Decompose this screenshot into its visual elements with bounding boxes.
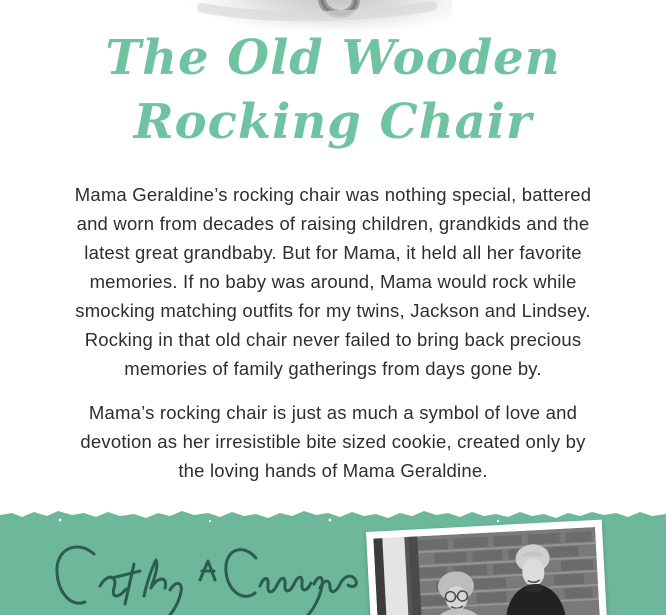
signature bbox=[48, 540, 358, 615]
story-line: the loving hands of Mama Geraldine. bbox=[178, 460, 488, 481]
page-title-line1: The Old Wooden bbox=[105, 30, 561, 86]
founders-photo bbox=[366, 520, 607, 615]
story-line: latest great grandbaby. But for Mama, it held all her favorite bbox=[84, 242, 582, 263]
story-text bbox=[33, 180, 633, 500]
page-title bbox=[0, 26, 666, 154]
story-line: Mama’s rocking chair is just as much a symbol of love and bbox=[88, 402, 578, 423]
story-line: Rocking in that old chair never failed to bring back precious bbox=[84, 329, 582, 350]
story-line: memories of family gatherings from days gone by. bbox=[124, 358, 542, 379]
story-line: and worn from decades of raising children, grandkids and the bbox=[76, 213, 590, 234]
story-line: smocking matching outfits for my twins, Jackson and Lindsey. bbox=[75, 300, 591, 321]
story-line: devotion as her irresistible bite sized cookie, created only by bbox=[80, 431, 586, 452]
page-title-line2: Rocking Chair bbox=[133, 94, 533, 150]
story-line: Mama Geraldine’s rocking chair was nothing special, battered bbox=[74, 184, 592, 205]
founders-photo-scene bbox=[373, 527, 600, 615]
story-line: memories. If no baby was around, Mama would rock while bbox=[89, 271, 577, 292]
story-paragraph-1 bbox=[33, 180, 633, 383]
story-paragraph-2 bbox=[33, 398, 633, 485]
